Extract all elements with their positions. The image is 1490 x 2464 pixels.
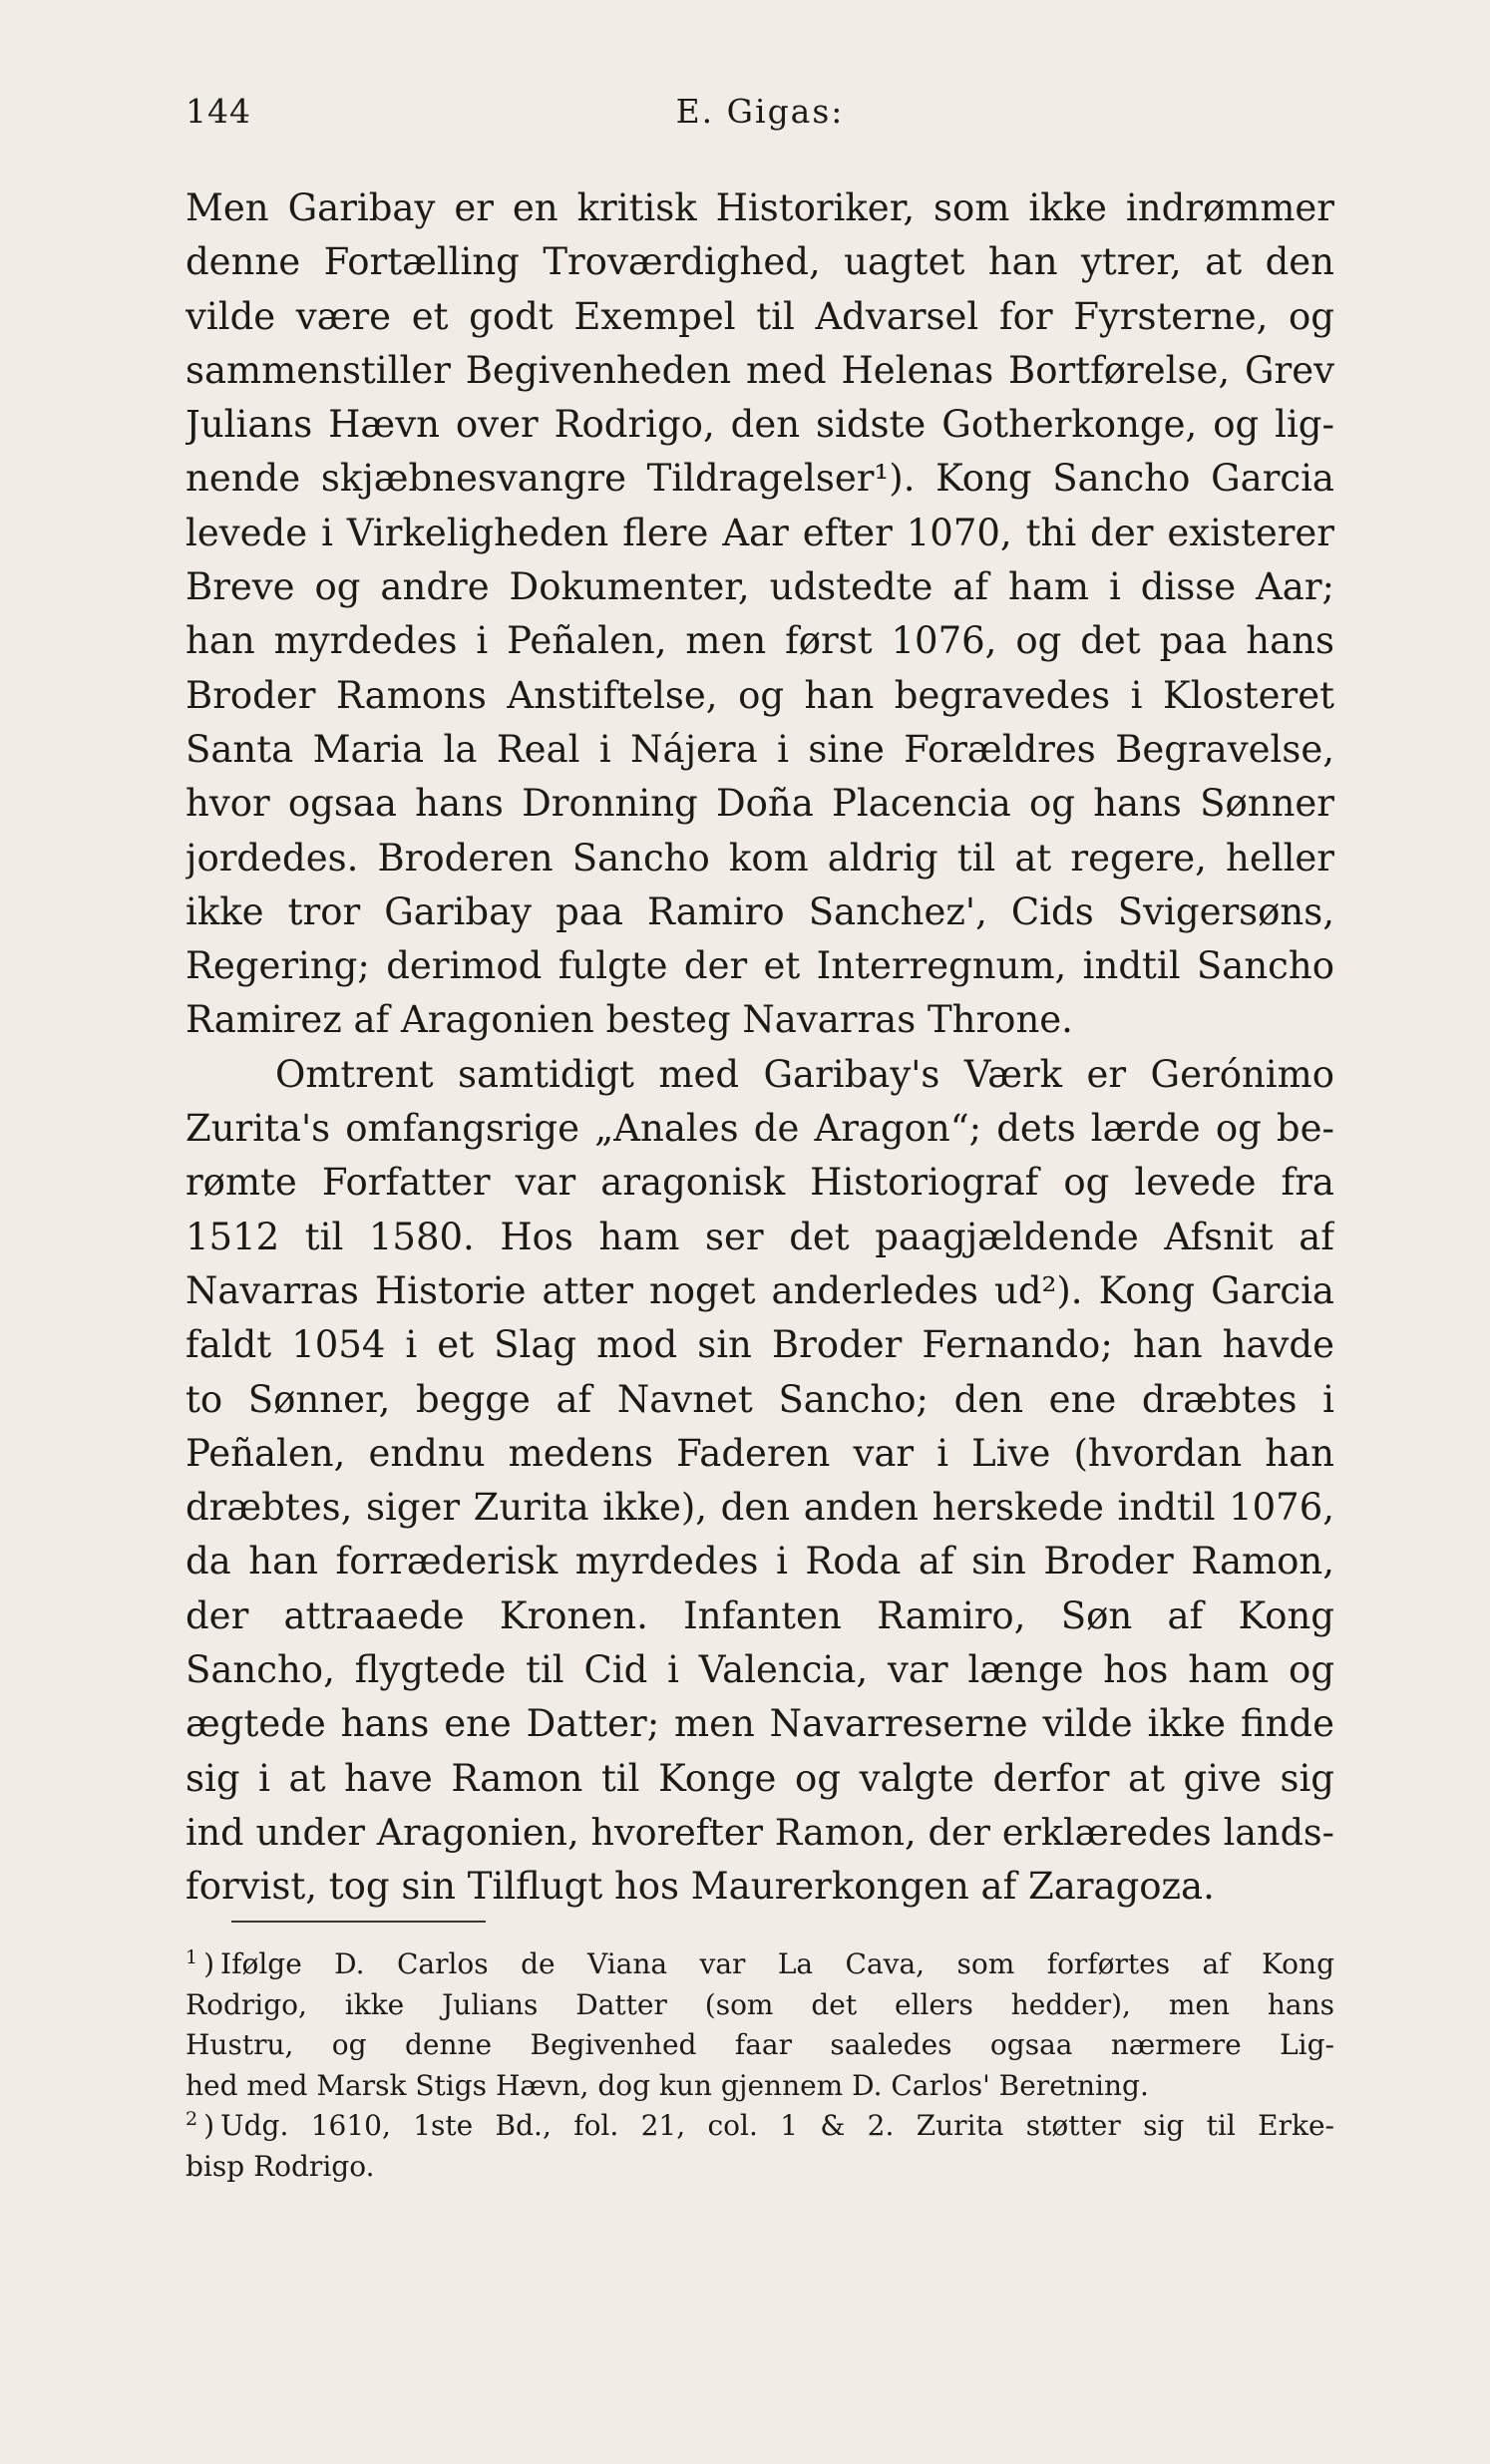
text-line: Broder Ramons Anstiftelse, og han begravedes i Klosteret <box>186 673 1334 717</box>
text-line: han myrdedes i Peñalen, men først 1076, og det paa hans <box>186 619 1334 663</box>
text-line: nende skjæbnesvangre Tildragelser¹). Kong Sancho Garcia <box>186 457 1334 501</box>
footnote-line: hed med Marsk Stigs Hævn, dog kun gjennem D. Carlos' Beretning. <box>186 2068 1149 2102</box>
footnote-text: Ifølge D. Carlos de Viana var La Cava, som forførtes af Kong <box>220 1947 1334 1980</box>
text-line: der attraaede Kronen. Infanten Ramiro, Søn af Kong <box>186 1593 1334 1637</box>
text-line: dræbtes, siger Zurita ikke), den anden herskede indtil 1076, <box>186 1486 1334 1530</box>
text-line: ægtede hans ene Datter; men Navarreserne vilde ikke finde <box>186 1702 1334 1746</box>
text-line: forvist, tog sin Tilflugt hos Maurerkongen af Zaragoza. <box>186 1865 1215 1909</box>
footnote-line: bisp Rodrigo. <box>186 2149 375 2183</box>
text-line: Omtrent samtidigt med Garibay's Værk er Gerónimo <box>275 1052 1334 1096</box>
page-number: 144 <box>186 92 251 131</box>
footnote-line <box>186 1944 1334 1985</box>
text-line: faldt 1054 i et Slag mod sin Broder Fernando; han havde <box>186 1323 1334 1367</box>
text-line: sig i at have Ramon til Konge og valgte derfor at give sig <box>186 1756 1334 1800</box>
text-line: Ramirez af Aragonien besteg Navarras Throne. <box>186 998 1073 1042</box>
footnote-text: Udg. 1610, 1ste Bd., fol. 21, col. 1 & 2. Zurita støtter sig til Erke- <box>220 2109 1334 2142</box>
text-line: denne Fortælling Troværdighed, uagtet han ytrer, at den <box>186 240 1334 284</box>
footnote-1 <box>186 1944 1334 2106</box>
text-line: Navarras Historie atter noget anderledes ud²). Kong Garcia <box>186 1268 1334 1312</box>
body-text <box>186 181 1334 1915</box>
running-title: E. Gigas: <box>675 92 845 131</box>
footnote-paren: ) <box>203 2109 215 2142</box>
paragraph-1 <box>186 181 1334 1048</box>
text-line: Breve og andre Dokumenter, udstedte af ham i disse Aar; <box>186 565 1334 609</box>
text-line: to Sønner, begge af Navnet Sancho; den ene dræbtes i <box>186 1377 1334 1421</box>
text-line: 1512 til 1580. Hos ham ser det paagjældende Afsnit af <box>186 1215 1334 1258</box>
text-line: Peñalen, endnu medens Faderen var i Live (hvordan han <box>186 1431 1334 1475</box>
text-line: Sancho, flygtede til Cid i Valencia, var længe hos ham og <box>186 1648 1334 1692</box>
text-line: hvor ogsaa hans Dronning Doña Placencia og hans Sønner <box>186 782 1334 826</box>
footnote-line: Rodrigo, ikke Julians Datter (som det ellers hedder), men hans <box>186 1987 1334 2021</box>
footnote-separator <box>231 1921 486 1923</box>
text-line: jordedes. Broderen Sancho kom aldrig til at regere, heller <box>186 836 1334 880</box>
footnote-2 <box>186 2106 1334 2187</box>
text-line: da han forræderisk myrdedes i Roda af sin Broder Ramon, <box>186 1540 1334 1584</box>
text-line: vilde være et godt Exempel til Advarsel for Fyrsterne, og <box>186 294 1334 338</box>
text-line: ikke tror Garibay paa Ramiro Sanchez', Cids Svigersøns, <box>186 889 1334 933</box>
footnote-marker: 2 <box>186 2107 198 2130</box>
text-line: Men Garibay er en kritisk Historiker, som ikke indrømmer <box>186 186 1334 229</box>
text-line: sammenstiller Begivenheden med Helenas Bortførelse, Grev <box>186 348 1334 392</box>
footnote-paren: ) <box>203 1947 215 1980</box>
footnotes <box>186 1944 1334 2187</box>
text-line: Julians Hævn over Rodrigo, den sidste Gotherkonge, og lig- <box>186 403 1334 447</box>
text-line: Zurita's omfangsrige „Anales de Aragon“; dets lærde og be- <box>186 1107 1334 1151</box>
paragraph-2 <box>186 1048 1334 1915</box>
text-line: ind under Aragonien, hvorefter Ramon, der erklæredes lands- <box>186 1810 1334 1854</box>
text-line: levede i Virkeligheden flere Aar efter 1070, thi der existerer <box>186 511 1334 554</box>
footnote-marker: 1 <box>186 1945 198 1968</box>
text-line: Regering; derimod fulgte der et Interregnum, indtil Sancho <box>186 944 1334 988</box>
text-line: rømte Forfatter var aragonisk Historiograf og levede fra <box>186 1161 1334 1205</box>
text-line: Santa Maria la Real i Nájera i sine Forældres Begravelse, <box>186 727 1334 771</box>
footnote-line <box>186 2106 1334 2147</box>
running-head <box>186 92 1334 142</box>
footnote-line: Hustru, og denne Begivenhed faar saaledes ogsaa nærmere Lig- <box>186 2028 1334 2061</box>
